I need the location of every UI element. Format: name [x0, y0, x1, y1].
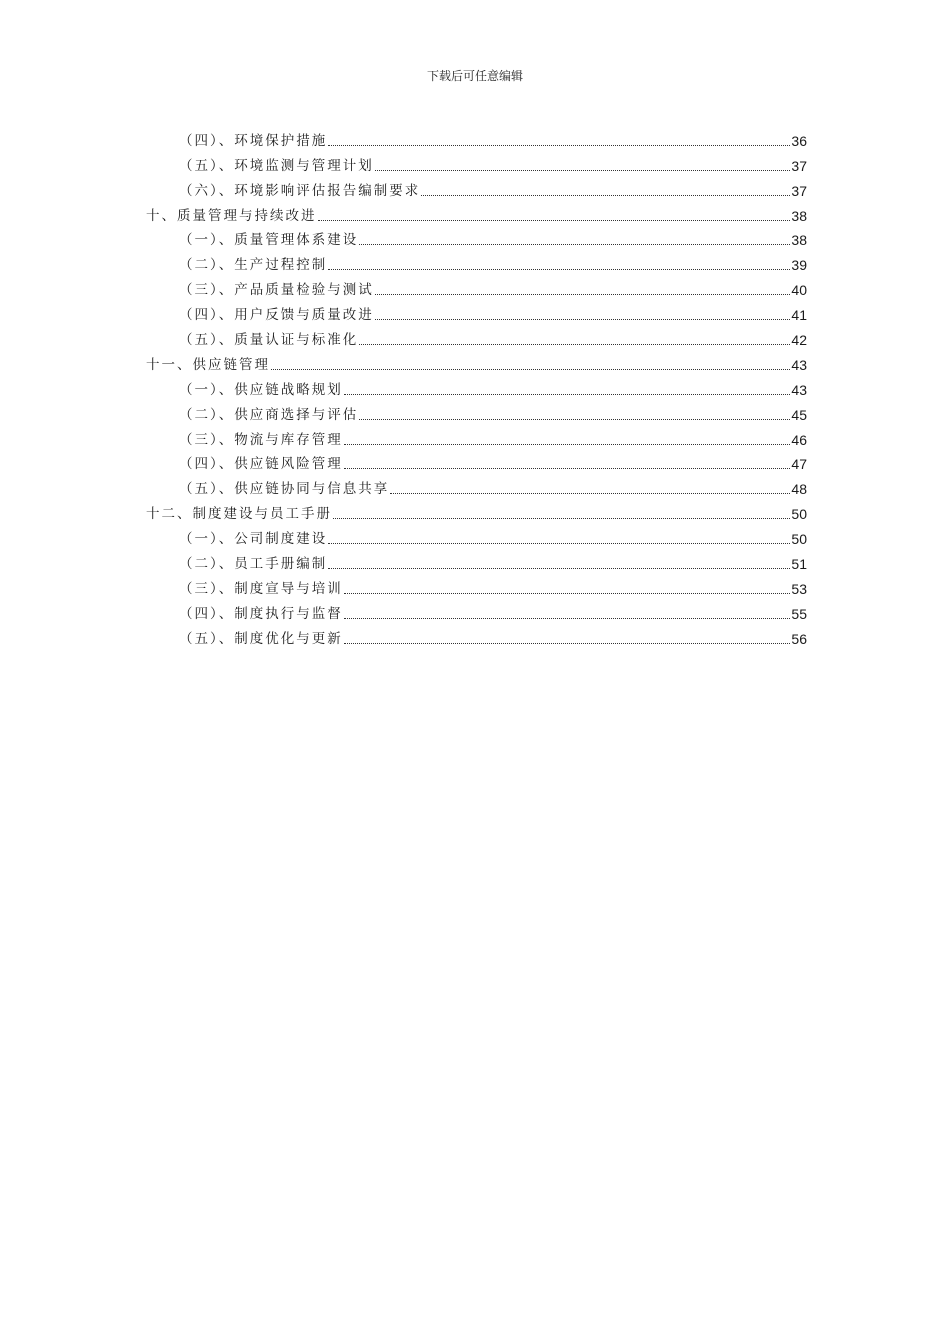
toc-entry-label: 十二、制度建设与员工手册 — [146, 506, 332, 523]
toc-leader-dots — [375, 319, 791, 320]
toc-entry-label: （三）、物流与库存管理 — [179, 431, 343, 448]
toc-entry[interactable] — [146, 374, 807, 399]
toc-entry[interactable] — [146, 175, 807, 200]
toc-entry-label: （三）、制度宣导与培训 — [179, 580, 343, 597]
toc-entry-page: 37 — [791, 157, 807, 174]
toc-entry-page: 51 — [791, 556, 807, 573]
toc-leader-dots — [328, 269, 790, 270]
toc-entry-page: 48 — [791, 481, 807, 498]
toc-entry[interactable] — [146, 249, 807, 274]
toc-entry[interactable] — [146, 473, 807, 498]
toc-entry[interactable] — [146, 125, 807, 150]
toc-entry[interactable] — [146, 523, 807, 548]
toc-entry[interactable] — [146, 225, 807, 250]
toc-entry-label: （一）、供应链战略规划 — [179, 381, 343, 398]
toc-entry-label: 十、质量管理与持续改进 — [146, 207, 317, 224]
table-of-contents — [146, 125, 807, 648]
toc-leader-dots — [359, 419, 790, 420]
toc-entry-label: （五）、环境监测与管理计划 — [179, 157, 374, 174]
toc-entry-label: 十一、供应链管理 — [146, 356, 270, 373]
toc-entry-page: 47 — [791, 456, 807, 473]
toc-leader-dots — [328, 543, 790, 544]
toc-entry-label: （三）、产品质量检验与测试 — [179, 282, 374, 299]
toc-entry-label: （二）、供应商选择与评估 — [179, 406, 359, 423]
toc-entry-page: 45 — [791, 406, 807, 423]
toc-entry-page: 41 — [791, 307, 807, 324]
toc-entry-page: 56 — [791, 630, 807, 647]
toc-entry-page: 46 — [791, 431, 807, 448]
toc-leader-dots — [344, 468, 791, 469]
toc-leader-dots — [271, 369, 790, 370]
toc-entry[interactable] — [146, 399, 807, 424]
toc-leader-dots — [359, 244, 790, 245]
toc-entry-page: 37 — [791, 182, 807, 199]
toc-leader-dots — [333, 518, 790, 519]
toc-entry[interactable] — [146, 573, 807, 598]
toc-entry-label: （一）、质量管理体系建设 — [179, 232, 359, 249]
toc-entry-page: 36 — [791, 132, 807, 149]
toc-entry[interactable] — [146, 200, 807, 225]
toc-entry-label: （五）、制度优化与更新 — [179, 630, 343, 647]
toc-entry[interactable] — [146, 598, 807, 623]
toc-leader-dots — [344, 444, 791, 445]
toc-entry-label: （四）、用户反馈与质量改进 — [179, 307, 374, 324]
toc-entry-page: 50 — [791, 531, 807, 548]
toc-entry-label: （五）、质量认证与标准化 — [179, 332, 359, 349]
toc-entry-page: 39 — [791, 257, 807, 274]
toc-entry[interactable] — [146, 623, 807, 648]
toc-entry[interactable] — [146, 498, 807, 523]
toc-entry-page: 38 — [791, 207, 807, 224]
toc-entry-label: （二）、员工手册编制 — [179, 556, 328, 573]
toc-leader-dots — [375, 170, 791, 171]
page-header: 下载后可任意编辑 — [426, 69, 523, 83]
toc-leader-dots — [344, 394, 791, 395]
toc-leader-dots — [344, 643, 791, 644]
toc-leader-dots — [359, 344, 790, 345]
toc-entry-label: （六）、环境影响评估报告编制要求 — [179, 182, 421, 199]
toc-entry[interactable] — [146, 299, 807, 324]
toc-entry[interactable] — [146, 349, 807, 374]
toc-entry-page: 42 — [791, 332, 807, 349]
toc-leader-dots — [318, 220, 791, 221]
toc-leader-dots — [328, 145, 790, 146]
toc-entry[interactable] — [146, 150, 807, 175]
toc-entry[interactable] — [146, 274, 807, 299]
toc-entry-label: （五）、供应链协同与信息共享 — [179, 481, 390, 498]
toc-leader-dots — [344, 618, 791, 619]
toc-entry-label: （二）、生产过程控制 — [179, 257, 328, 274]
toc-entry[interactable] — [146, 324, 807, 349]
toc-leader-dots — [390, 493, 790, 494]
toc-leader-dots — [421, 195, 790, 196]
toc-entry-page: 43 — [791, 381, 807, 398]
toc-entry-page: 55 — [791, 605, 807, 622]
toc-entry-label: （四）、环境保护措施 — [179, 132, 328, 149]
toc-leader-dots — [328, 568, 790, 569]
toc-entry-page: 53 — [791, 580, 807, 597]
toc-leader-dots — [375, 294, 791, 295]
toc-entry-label: （四）、供应链风险管理 — [179, 456, 343, 473]
toc-entry-page: 50 — [791, 506, 807, 523]
toc-entry-label: （四）、制度执行与监督 — [179, 605, 343, 622]
toc-entry[interactable] — [146, 548, 807, 573]
toc-entry[interactable] — [146, 449, 807, 474]
toc-entry-label: （一）、公司制度建设 — [179, 531, 328, 548]
toc-leader-dots — [344, 593, 791, 594]
toc-entry[interactable] — [146, 424, 807, 449]
toc-entry-page: 38 — [791, 232, 807, 249]
toc-entry-page: 43 — [791, 356, 807, 373]
toc-entry-page: 40 — [791, 282, 807, 299]
